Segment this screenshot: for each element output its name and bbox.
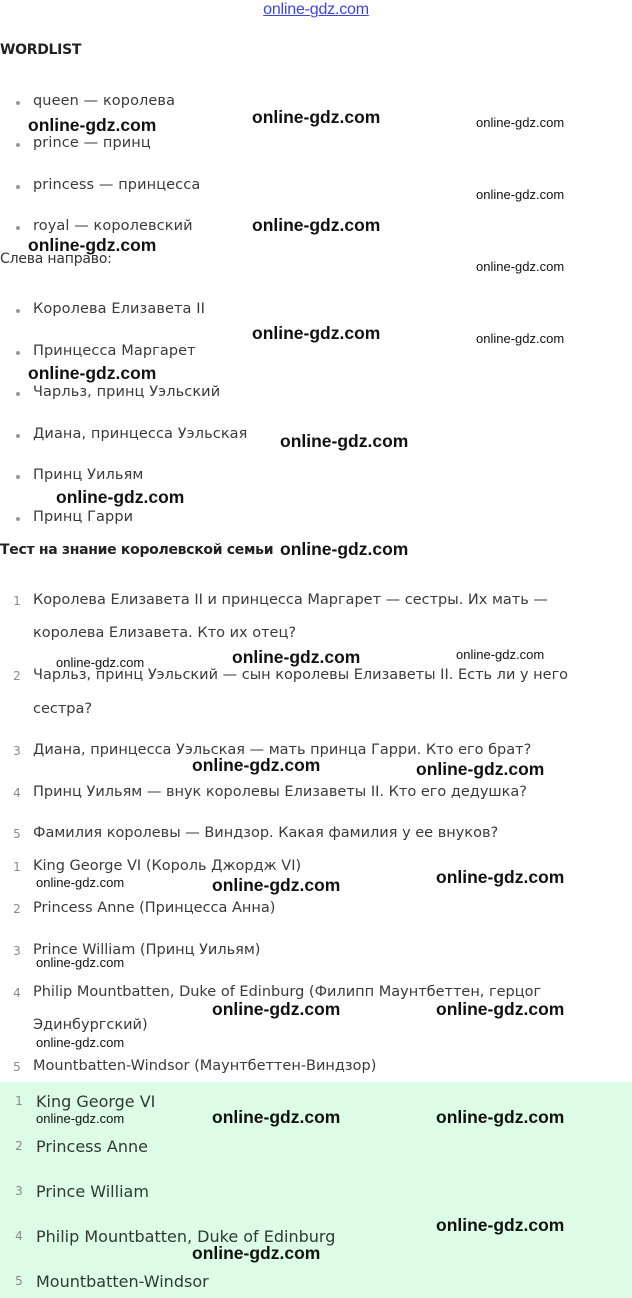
person-item: Чарльз, принц Уэльский	[0, 384, 632, 404]
bullet-icon	[16, 475, 20, 479]
site-link[interactable]: online-gdz.com	[263, 1, 369, 18]
person-item: Диана, принцесса Уэльская	[0, 426, 632, 446]
watermark: online-gdz.com	[476, 187, 565, 202]
watermark: online-gdz.com	[436, 999, 565, 1019]
bullet-icon	[16, 392, 20, 396]
wordlist-item: princess — принцесса	[0, 177, 632, 197]
quiz-item: 4 Принц Уильям — внук королевы Елизаветы II. Кто его дедушка?	[13, 784, 528, 800]
bullet-icon	[16, 434, 20, 438]
watermark: online-gdz.com	[280, 431, 409, 451]
wordlist-heading: WORDLIST	[0, 42, 82, 58]
watermark: online-gdz.com	[28, 115, 157, 135]
watermark: online-gdz.com	[476, 115, 565, 130]
person-item: Королева Елизавета II	[0, 301, 632, 321]
watermark: online-gdz.com	[252, 107, 381, 127]
watermark: online-gdz.com	[476, 331, 565, 346]
bullet-icon	[16, 185, 20, 189]
bullet-icon	[16, 143, 20, 147]
watermark: online-gdz.com	[436, 1215, 565, 1235]
watermark: online-gdz.com	[36, 955, 125, 970]
answer-translated-item: 1 King George VI (Король Джордж VI)	[13, 858, 302, 874]
quiz-item: 3 Диана, принцесса Уэльская — мать принца Гарри. Кто его брат?	[13, 742, 532, 758]
watermark: online-gdz.com	[252, 323, 381, 343]
watermark: online-gdz.com	[56, 487, 185, 507]
answer-item: 5 Mountbatten-Windsor	[15, 1272, 209, 1291]
answer-translated-item: 3 Prince William (Принц Уильям)	[13, 942, 261, 958]
quiz-item: 5 Фамилия королевы — Виндзор. Какая фамилия у ее внуков?	[13, 825, 499, 841]
left-to-right-label: Слева направо:	[0, 251, 112, 267]
wordlist-item: queen — королева	[0, 93, 632, 113]
person-item: Принцесса Маргарет	[0, 343, 632, 363]
quiz-item: 1 Королева Елизавета II и принцесса Маргарет — сестры. Их мать — королева Елизавета. Кто их отец?	[13, 592, 548, 641]
answer-item: 4 Philip Mountbatten, Duke of Edinburg	[15, 1227, 336, 1246]
watermark: online-gdz.com	[280, 539, 409, 559]
watermark: online-gdz.com	[192, 755, 321, 775]
bullet-icon	[16, 309, 20, 313]
person-item: Принц Уильям	[0, 467, 632, 487]
watermark: online-gdz.com	[56, 655, 145, 670]
bullet-icon	[16, 351, 20, 355]
watermark: online-gdz.com	[476, 259, 565, 274]
watermark: online-gdz.com	[416, 759, 545, 779]
watermark: online-gdz.com	[436, 1107, 565, 1127]
watermark: online-gdz.com	[36, 875, 125, 890]
bullet-icon	[16, 517, 20, 521]
watermark: online-gdz.com	[436, 867, 565, 887]
answer-item: 2 Princess Anne	[15, 1137, 148, 1156]
watermark: online-gdz.com	[456, 647, 545, 662]
watermark: online-gdz.com	[28, 235, 157, 255]
answer-translated-item: 4 Philip Mountbatten, Duke of Edinburg (Филипп Маунтбеттен, герцог Эдинбургский)	[13, 984, 542, 1033]
watermark: online-gdz.com	[232, 647, 361, 667]
watermark: online-gdz.com	[36, 1111, 125, 1126]
watermark: online-gdz.com	[252, 215, 381, 235]
watermark: online-gdz.com	[212, 875, 341, 895]
answer-translated-item: 5 Mountbatten-Windsor (Маунтбеттен-Виндзор)	[13, 1058, 377, 1074]
wordlist-item: prince — принц	[0, 135, 632, 155]
answer-item: 3 Prince William	[15, 1182, 149, 1201]
bullet-icon	[16, 226, 20, 230]
person-item: Принц Гарри	[0, 509, 632, 529]
answer-translated-item: 2 Princess Anne (Принцесса Анна)	[13, 900, 276, 916]
bullet-icon	[16, 101, 20, 105]
quiz-item: 2 Чарльз, принц Уэльский — сын королевы Елизаветы II. Есть ли у него сестра?	[13, 667, 569, 717]
watermark: online-gdz.com	[36, 1035, 125, 1050]
watermark: online-gdz.com	[28, 363, 157, 383]
wordlist-item: royal — королевский	[0, 218, 632, 238]
watermark: online-gdz.com	[192, 1243, 321, 1263]
quiz-heading: Тест на знание королевской семьи	[0, 542, 274, 558]
watermark: online-gdz.com	[212, 999, 341, 1019]
answer-item: 1 King George VI	[15, 1092, 156, 1111]
watermark: online-gdz.com	[212, 1107, 341, 1127]
